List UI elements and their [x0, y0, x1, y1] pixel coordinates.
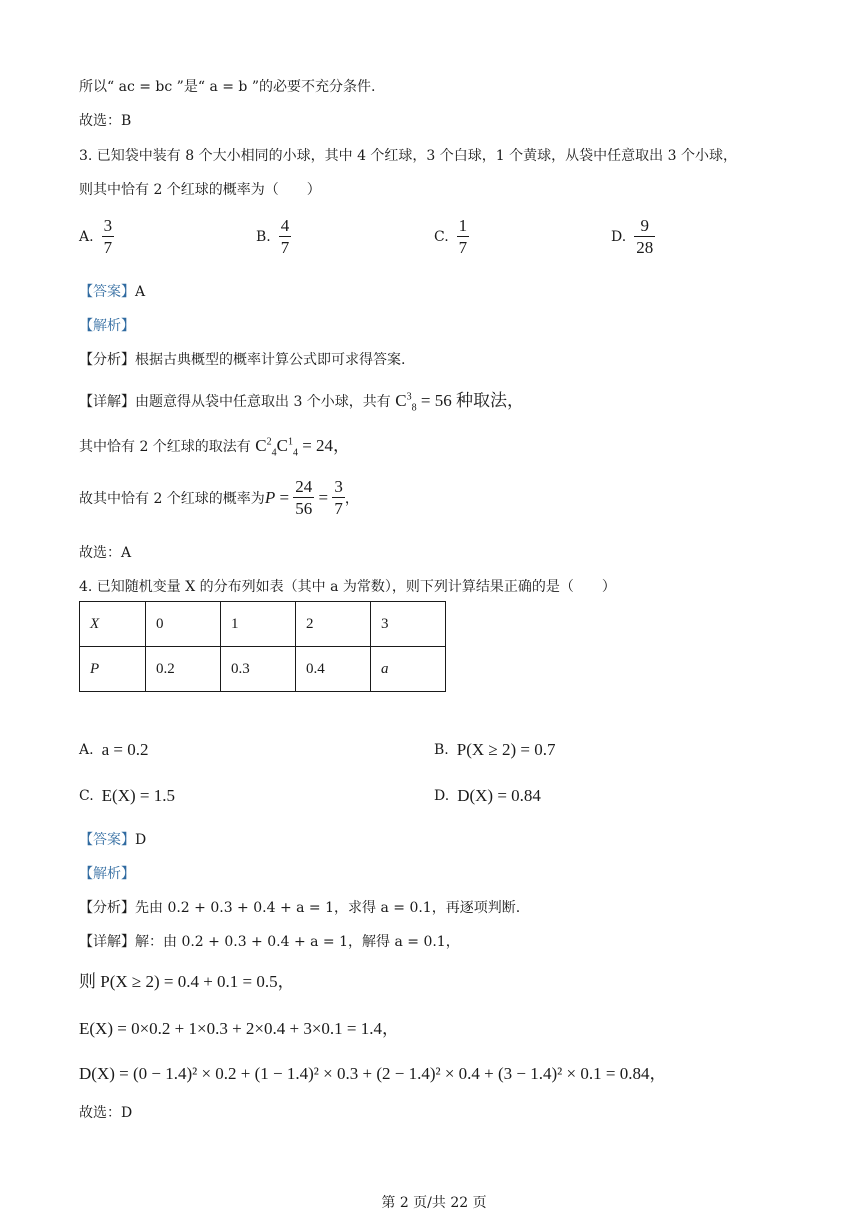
answer-value: A [135, 284, 146, 300]
question-4-stem: 4. 已知随机变量 X 的分布列如表（其中 a 为常数），则下列计算结果正确的是（ ） [79, 579, 616, 595]
option-label: D. [611, 228, 627, 245]
option-a [79, 740, 148, 760]
detail-line: E(X) = 0×0.2 + 1×0.3 + 2×0.4 + 3×0.1 = 1.4， [79, 1019, 400, 1038]
option-fraction: $\frac{4}{7}$ [280, 216, 290, 257]
page-footer: 第 2 页/共 22 页 [381, 1195, 487, 1211]
detail-text: 其中恰有 2 个红球的取法有 [79, 439, 256, 455]
option-label: B. [434, 742, 449, 758]
detail-line [79, 931, 460, 951]
detail-text: 由题意得从袋中任意取出 3 个小球，共有 [135, 394, 396, 410]
select-line: 故选：A [79, 545, 132, 561]
answer-line [79, 829, 146, 849]
table-cell: 0.3 [221, 647, 296, 692]
option-text: D(X) = 0.84 [457, 786, 541, 805]
option-text: P(X ≥ 2) = 0.7 [456, 740, 556, 759]
analysis-tag: 【解析】 [79, 866, 135, 882]
option-d [611, 215, 655, 258]
prob-fraction: $\frac{24}{56}$ [295, 477, 313, 518]
detail-tag: 【详解】 [79, 394, 135, 410]
option-fraction: $\frac{9}{28}$ [636, 216, 654, 257]
answer-value: D [135, 832, 147, 848]
detail-tag: 【详解】 [79, 934, 135, 950]
table-cell: 0.4 [296, 647, 371, 692]
option-c [79, 786, 175, 806]
detail-text: 故其中恰有 2 个红球的概率为 [79, 490, 265, 507]
analysis-line [79, 349, 405, 369]
table-cell: 1 [221, 602, 296, 647]
detail-line [79, 431, 350, 458]
detail-text: 解：由 0.2 + 0.3 + 0.4 + a = 1，解得 a = 0.1， [135, 934, 460, 950]
fenxi-text: 先由 0.2 + 0.3 + 0.4 + a = 1，求得 a = 0.1，再逐项判断. [135, 900, 521, 916]
table-cell: 0 [146, 602, 221, 647]
option-fraction: $\frac{3}{7}$ [103, 216, 113, 257]
analysis-line [79, 897, 520, 917]
fenxi-text: 根据古典概型的概率计算公式即可求得答案. [135, 352, 406, 368]
option-label: A. [79, 228, 94, 245]
option-d [434, 786, 541, 806]
option-label: C. [434, 228, 449, 245]
distribution-table [79, 601, 446, 692]
detail-text: = 24， [297, 436, 351, 455]
prob-symbol: P [264, 487, 276, 507]
option-label: C. [79, 788, 94, 804]
table-row [80, 647, 446, 692]
table-row [80, 602, 446, 647]
text-line: 所以“ ac = bc ”是“ a = b ”的必要不充分条件. [79, 79, 376, 95]
answer-tag: 【答案】 [79, 832, 135, 848]
option-label: D. [434, 788, 450, 804]
fenxi-tag: 【分析】 [79, 352, 135, 368]
option-text: a = 0.2 [101, 740, 149, 759]
answer-tag: 【答案】 [79, 284, 135, 300]
select-line: 故选：D [79, 1105, 133, 1121]
comb-symbol: $C^3_8$ [395, 391, 417, 414]
detail-text: ， [344, 490, 359, 507]
detail-line: 则 P(X ≥ 2) = 0.4 + 0.1 = 0.5， [79, 972, 295, 991]
option-a [79, 215, 114, 258]
equals-sign: = [275, 487, 294, 507]
text-line: 故选：B [79, 113, 132, 129]
detail-text: = 56 种取法， [416, 391, 524, 410]
table-cell: 0.2 [146, 647, 221, 692]
option-b [434, 740, 555, 760]
option-text: E(X) = 1.5 [101, 786, 175, 805]
detail-line [79, 476, 359, 519]
equals-sign: = [314, 487, 333, 507]
answer-line [79, 281, 145, 301]
option-label: B. [256, 228, 271, 245]
table-cell: a [371, 647, 446, 692]
table-cell: P [80, 647, 146, 692]
table-cell: 3 [371, 602, 446, 647]
fenxi-tag: 【分析】 [79, 900, 135, 916]
detail-line: D(X) = (0 − 1.4)² × 0.2 + (1 − 1.4)² × 0.3 + (2 − 1.4)² × 0.4 + (3 − 1.4)² × 0.1 = 0.84， [79, 1064, 667, 1083]
option-b [256, 215, 291, 258]
option-c [434, 215, 469, 258]
detail-line [79, 386, 524, 413]
question-3-stem: 则其中恰有 2 个红球的概率为（ ） [79, 182, 321, 198]
comb-product: $C^2_4C^1_4$ [255, 436, 298, 459]
analysis-tag: 【解析】 [79, 318, 135, 334]
table-cell: X [80, 602, 146, 647]
option-label: A. [79, 742, 94, 758]
prob-fraction: $\frac{3}{7}$ [334, 477, 343, 518]
option-fraction: $\frac{1}{7}$ [458, 216, 468, 257]
table-cell: 2 [296, 602, 371, 647]
question-3-stem: 3. 已知袋中装有 8 个大小相同的小球，其中 4 个红球，3 个白球，1 个黄球，从袋中任意取出 3 个小球， [79, 148, 737, 164]
